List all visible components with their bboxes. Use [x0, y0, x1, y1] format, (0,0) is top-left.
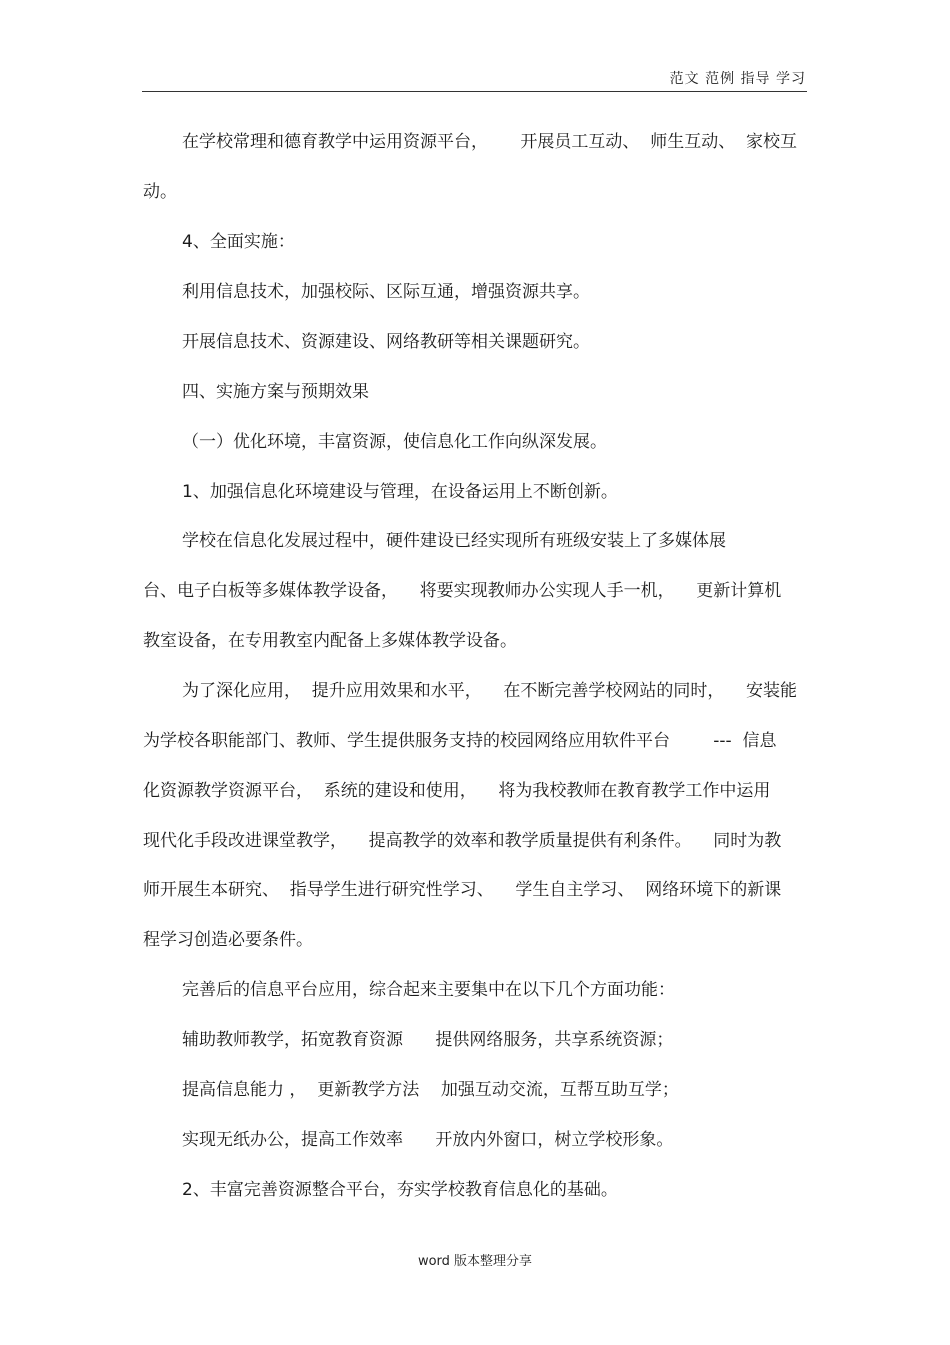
- body-line: 现代化手段改进课堂教学， 提高教学的效率和教学质量提供有利条件。 同时为教: [143, 831, 782, 851]
- function-list-item: 提高信息能力 ， 更新教学方法 加强互动交流，互帮互助互学；: [182, 1080, 679, 1100]
- body-line: 教室设备，在专用教室内配备上多媒体教学设备。: [143, 631, 517, 651]
- subsection-heading: （一）优化环境，丰富资源，使信息化工作向纵深发展。: [182, 432, 607, 452]
- function-list-item: 辅助教师教学，拓宽教育资源 提供网络服务，共享系统资源；: [182, 1030, 674, 1050]
- section-heading: 四、实施方案与预期效果: [182, 382, 369, 402]
- body-line: 在学校常理和德育教学中运用资源平台， 开展员工互动、 师生互动、 家校互: [182, 132, 798, 152]
- body-line: 化资源教学资源平台， 系统的建设和使用， 将为我校教师在教育教学工作中运用: [143, 781, 771, 801]
- header-divider: [142, 91, 807, 92]
- body-line: 师开展生本研究、 指导学生进行研究性学习、 学生自主学习、 网络环境下的新课: [143, 880, 782, 900]
- page-header: 范文 范例 指导 学习: [669, 71, 806, 87]
- item-heading: 2、丰富完善资源整合平台，夯实学校教育信息化的基础。: [182, 1180, 618, 1200]
- body-line: 动。: [143, 182, 177, 202]
- body-line: 学校在信息化发展过程中，硬件建设已经实现所有班级安装上了多媒体展: [182, 531, 726, 551]
- function-list-item: 实现无纸办公，提高工作效率 开放内外窗口，树立学校形象。: [182, 1130, 674, 1150]
- body-line: 4、全面实施：: [182, 232, 295, 252]
- body-line: 程学习创造必要条件。: [143, 930, 313, 950]
- item-heading: 1、加强信息化环境建设与管理，在设备运用上不断创新。: [182, 482, 618, 502]
- body-line: 利用信息技术，加强校际、区际互通，增强资源共享。: [182, 282, 590, 302]
- body-line: 台、电子白板等多媒体教学设备， 将要实现教师办公实现人手一机， 更新计算机: [143, 581, 782, 601]
- body-line: 完善后的信息平台应用，综合起来主要集中在以下几个方面功能：: [182, 980, 675, 1000]
- body-line: 为学校各职能部门、教师、学生提供服务支持的校园网络应用软件平台 --- 信息: [143, 731, 777, 751]
- body-line: 开展信息技术、资源建设、网络教研等相关课题研究。: [182, 332, 590, 352]
- page-footer: word 版本整理分享: [417, 1254, 533, 1269]
- body-line: 为了深化应用， 提升应用效果和水平， 在不断完善学校网站的同时， 安装能: [182, 681, 798, 701]
